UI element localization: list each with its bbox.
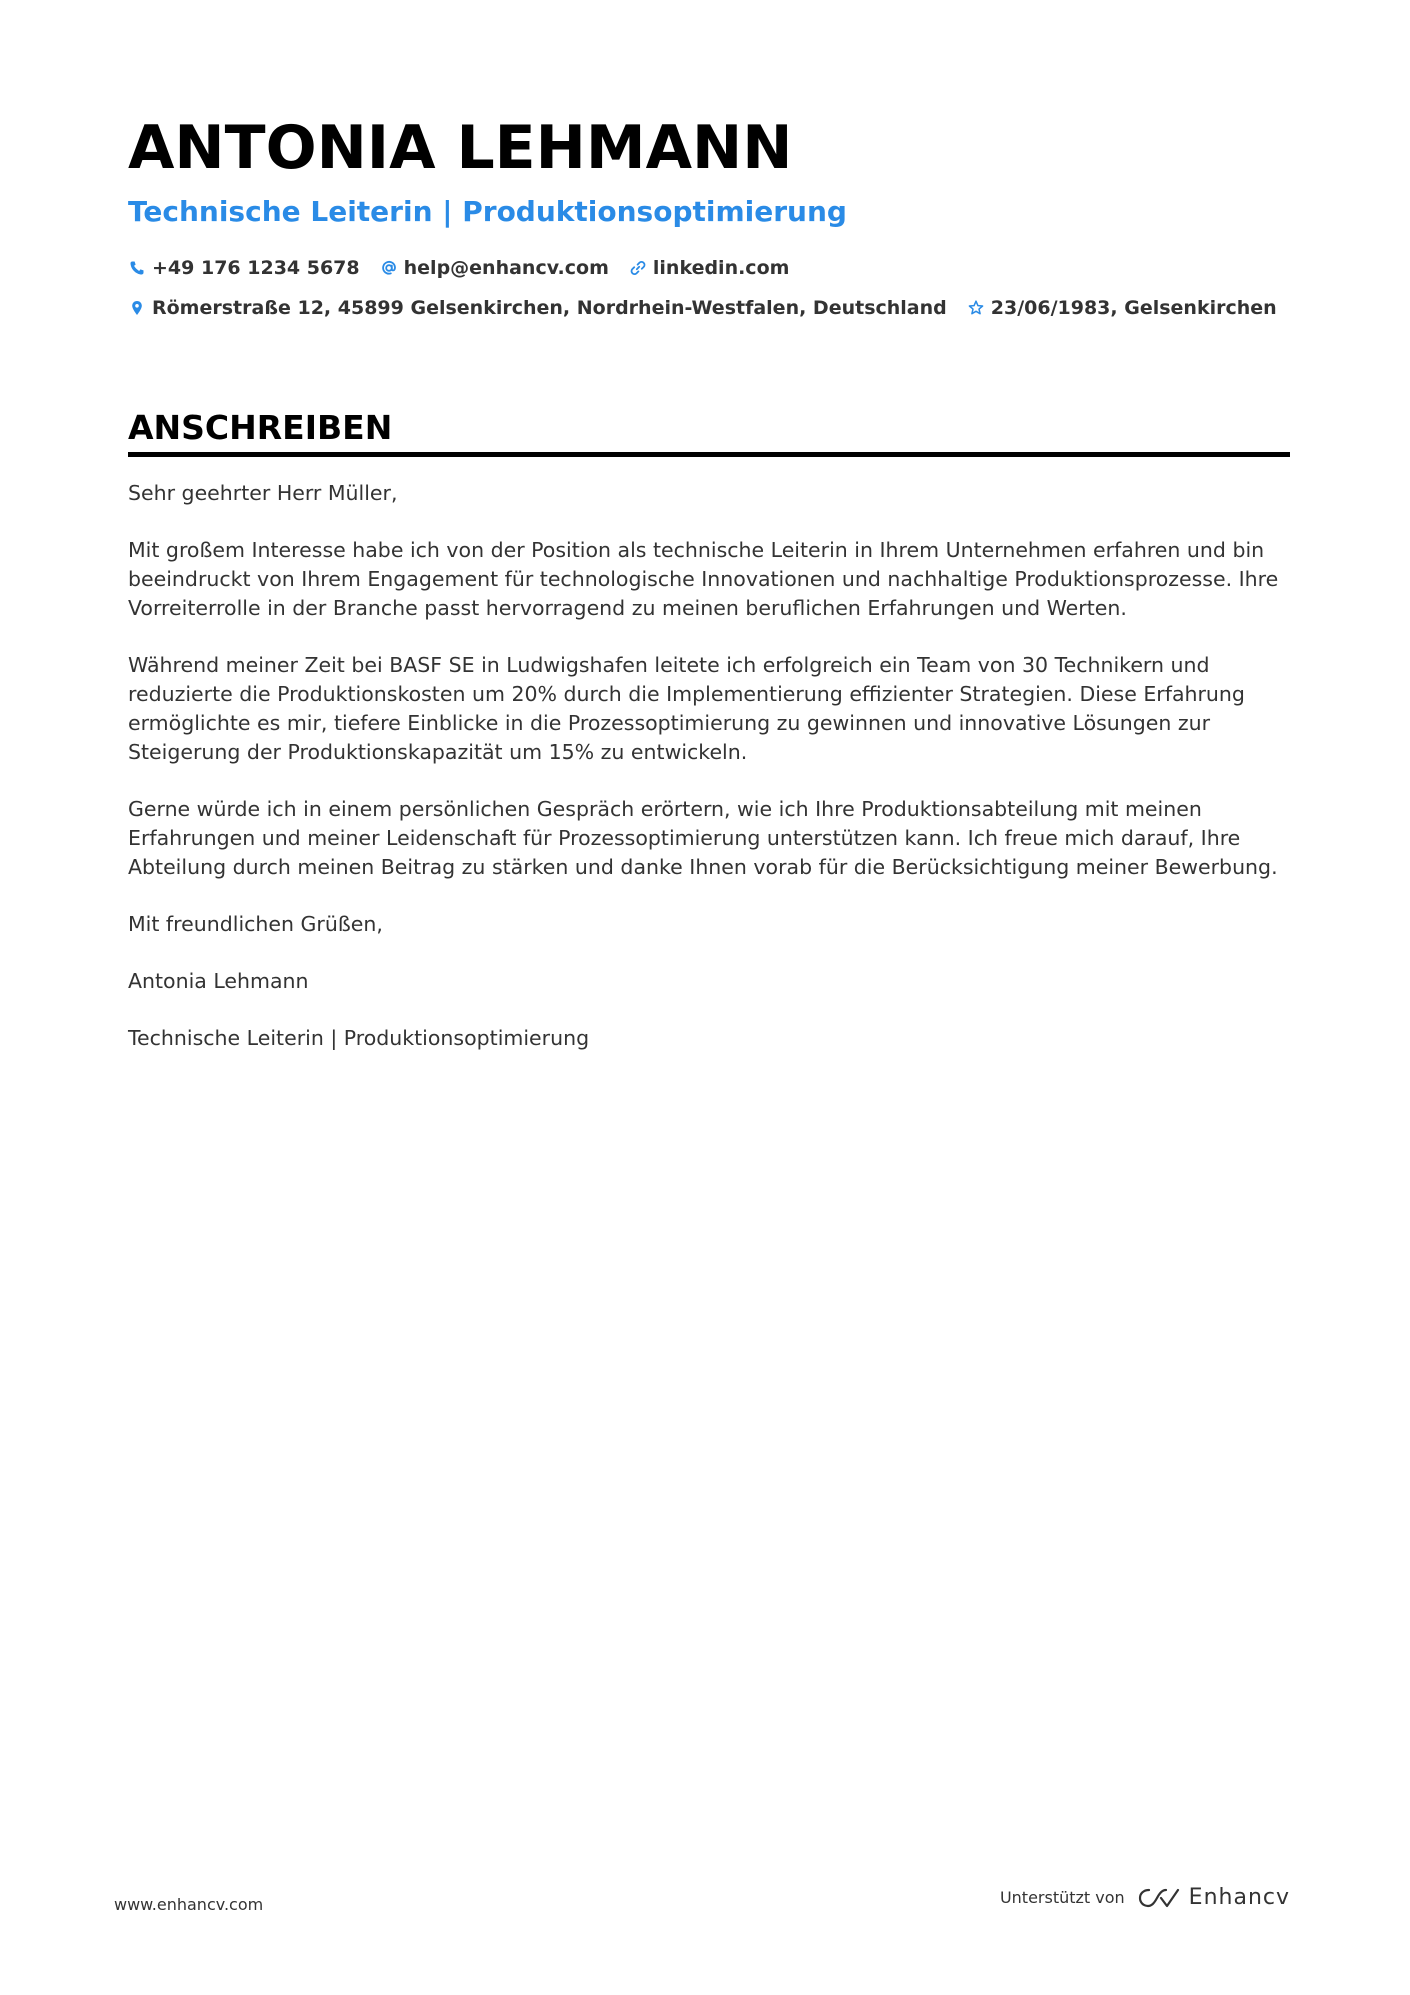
contact-row-1 [128,248,1290,288]
contact-info [128,248,1290,328]
letter-signature-name: Antonia Lehmann [128,969,309,993]
contact-birth-text: 23/06/1983, Gelsenkirchen [990,297,1277,319]
phone-icon [128,259,146,277]
letter-paragraph: Während meiner Zeit bei BASF SE in Ludwigshafen leitete ich erfolgreich ein Team von 30 Technikern und reduzierte die Produktionskosten um 20% durch die Implementierung effizienter Strategien. Diese Erfahrung ermöglichte es mir, tiefere Einblicke in die Prozessoptimierung zu gewinnen und innovative Lösungen zur Steigerung der Produktionskapazität um 15% zu entwickeln. [128,653,1245,764]
applicant-name: ANTONIA LEHMANN [128,113,793,183]
footer-powered-by [1000,1885,1290,1910]
letter-body [128,479,1290,1053]
contact-phone [128,257,360,279]
letter-signature-title: Technische Leiterin | Produktionsoptimierung [128,1026,590,1050]
contact-linkedin-text: linkedin.com [652,257,790,279]
contact-address [128,297,947,319]
location-pin-icon [128,299,146,317]
contact-linkedin[interactable] [629,257,790,279]
applicant-headline: Technische Leiterin | Produktionsoptimierung [128,195,847,228]
letter-paragraph: Gerne würde ich in einem persönlichen Gespräch erörtern, wie ich Ihre Produktionsabteilung mit meinen Erfahrungen und meiner Leidenschaft für Prozessoptimierung unterstützen kann. Ich freue mich darauf, Ihre Abteilung durch meinen Beitrag zu stärken und danke Ihnen vorab für die Berücksichtigung meiner Bewerbung. [128,797,1278,879]
star-icon [967,299,985,317]
contact-email-text: help@enhancv.com [403,257,609,279]
contact-email[interactable] [380,257,609,279]
powered-by-label: Unterstützt von [999,1888,1125,1907]
link-icon [629,259,647,277]
letter-paragraph: Mit großem Interesse habe ich von der Position als technische Leiterin in Ihrem Unternehmen erfahren und bin beeindruckt von Ihrem Engagement für technologische Innovationen und nachhaltige Produktionsprozesse. Ihre Vorreiterrolle in der Branche passt hervorragend zu meinen beruflichen Erfahrungen und Werten. [128,538,1279,620]
footer-website[interactable]: www.enhancv.com [114,1895,264,1914]
enhancv-logo-icon [1137,1887,1181,1909]
section-title: ANSCHREIBEN [128,408,1290,457]
contact-address-text: Römerstraße 12, 45899 Gelsenkirchen, Nordrhein-Westfalen, Deutschland [152,297,947,319]
letter-salutation: Sehr geehrter Herr Müller, [128,481,398,505]
at-icon [380,259,398,277]
contact-birth [967,297,1277,319]
cover-letter-page [128,112,1290,1081]
letter-closing: Mit freundlichen Grüßen, [128,912,383,936]
contact-row-2 [128,288,1290,328]
brand-name: Enhancv [1188,1885,1290,1910]
contact-phone-text: +49 176 1234 5678 [152,257,360,279]
